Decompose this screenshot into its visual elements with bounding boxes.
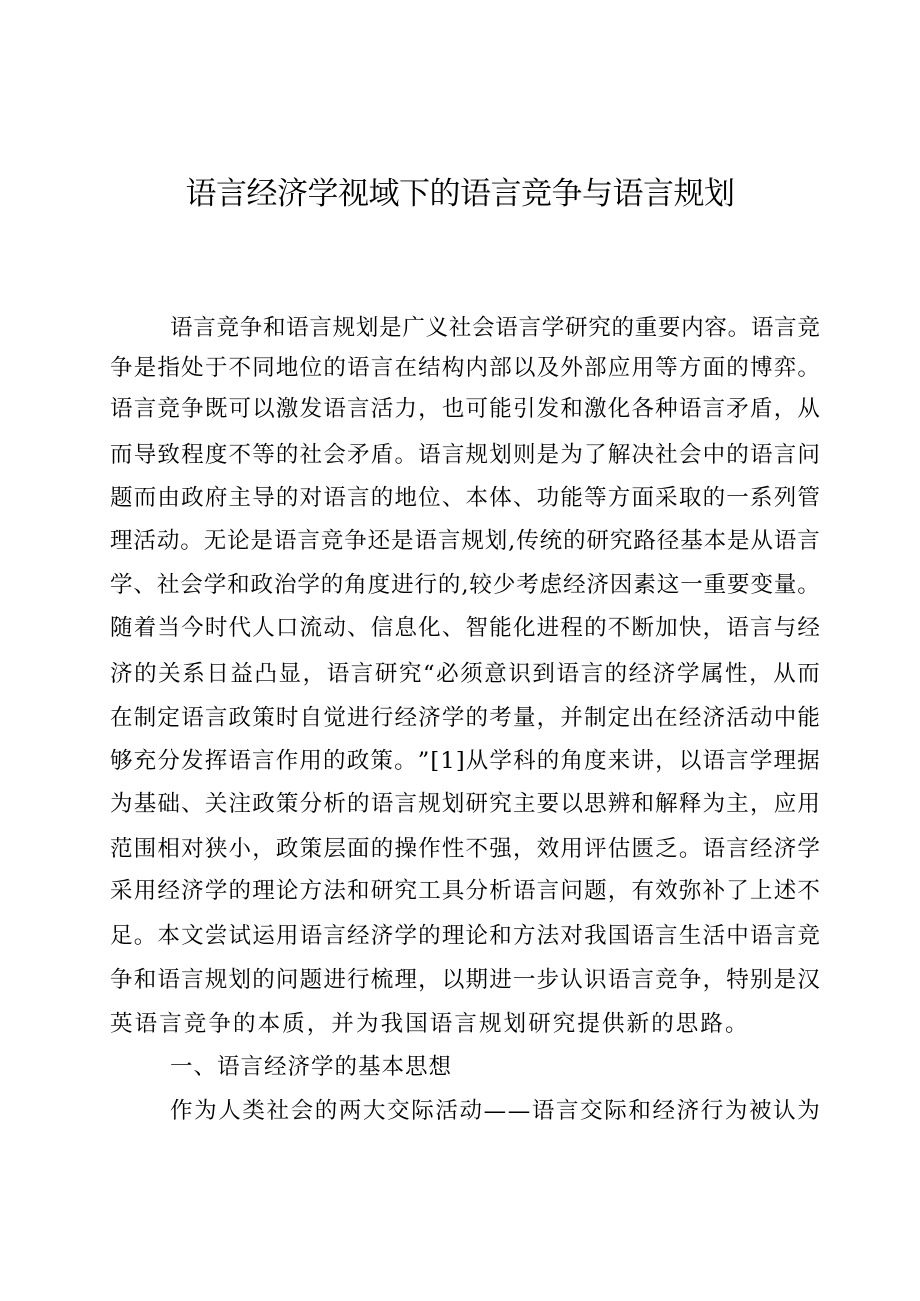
- paragraph-line: 采 用 经 济 学 的 理 论 方 法 和 研 究 工 具 分 析 语 言 问 题 ， 有 效 弥 补 了 上 述 不: [110, 878, 820, 904]
- section-heading: 一、语言经济学的基本思想: [170, 1054, 453, 1080]
- paragraph-line: 作 为 人 类 社 会 的 两 大 交 际 活 动 — — 语 言 交 际 和 经 济 行 为 被 认 为: [170, 1098, 820, 1124]
- paragraph-line: 范 围 相 对 狭 小 ， 政 策 层 面 的 操 作 性 不 强 ， 效 用 评 估 匮 乏 。 语 言 经 济 学: [110, 836, 820, 862]
- paragraph-line-last: 英语言竞争的本质，并为我国语言规划研究提供新的思路。: [110, 1011, 750, 1037]
- paragraph-line: 随 着 当 今 时 代 人 口 流 动 、 信 息 化 、 智 能 化 进 程 的 不 断 加 快 ， 语 言 与 经: [110, 615, 820, 641]
- document-title: 语言经济学视域下的语言竞争与语言规划: [185, 176, 735, 212]
- paragraph-line: 争 是 指 处 于 不 同 地 位 的 语 言 在 结 构 内 部 以 及 外 部 应 用 等 方 面 的 博 弈 。: [110, 355, 820, 381]
- paragraph-line: 为 基 础 、 关 注 政 策 分 析 的 语 言 规 划 研 究 主 要 以 思 辨 和 解 释 为 主 ， 应 用: [110, 791, 820, 817]
- paragraph-line: 足 。 本 文 尝 试 运 用 语 言 经 济 学 的 理 论 和 方 法 对 我 国 语 言 生 活 中 语 言 竞: [110, 923, 820, 949]
- paragraph-line: 争 和 语 言 规 划 的 问 题 进 行 梳 理 ， 以 期 进 一 步 认 识 语 言 竞 争 ， 特 别 是 汉: [110, 967, 820, 993]
- paragraph-line: 而 导 致 程 度 不 等 的 社 会 矛 盾 。 语 言 规 划 则 是 为 了 解 决 社 会 中 的 语 言 问: [110, 442, 820, 468]
- paragraph-line: 理 活 动 。 无 论 是 语 言 竞 争 还 是 语 言 规 划 , 传 统 的 研 究 路 径 基 本 是 从 语 言: [110, 528, 820, 554]
- paragraph-line: 语 言 竞 争 和 语 言 规 划 是 广 义 社 会 语 言 学 研 究 的 重 要 内 容 。 语 言 竞: [170, 315, 820, 341]
- paragraph-line: 够 充 分 发 挥 语 言 作 用 的 政 策 。 ” [ 1 ] 从 学 科 的 角 度 来 讲 ， 以 语 言 学 理 据: [110, 748, 820, 774]
- paragraph-line: 题 而 由 政 府 主 导 的 对 语 言 的 地 位 、 本 体 、 功 能 等 方 面 采 取 的 一 系 列 管: [110, 485, 820, 511]
- paragraph-line: 学 、 社 会 学 和 政 治 学 的 角 度 进 行 的 , 较 少 考 虑 经 济 因 素 这 一 重 要 变 量 。: [110, 572, 820, 598]
- paragraph-line: 在 制 定 语 言 政 策 时 自 觉 进 行 经 济 学 的 考 量 ， 并 制 定 出 在 经 济 活 动 中 能: [110, 705, 820, 731]
- paragraph-line: 语 言 竞 争 既 可 以 激 发 语 言 活 力 ， 也 可 能 引 发 和 激 化 各 种 语 言 矛 盾 ， 从: [110, 396, 820, 422]
- paragraph-line: 济 的 关 系 日 益 凸 显 ， 语 言 研 究 “ 必 须 意 识 到 语 言 的 经 济 学 属 性 ， 从 而: [110, 661, 820, 687]
